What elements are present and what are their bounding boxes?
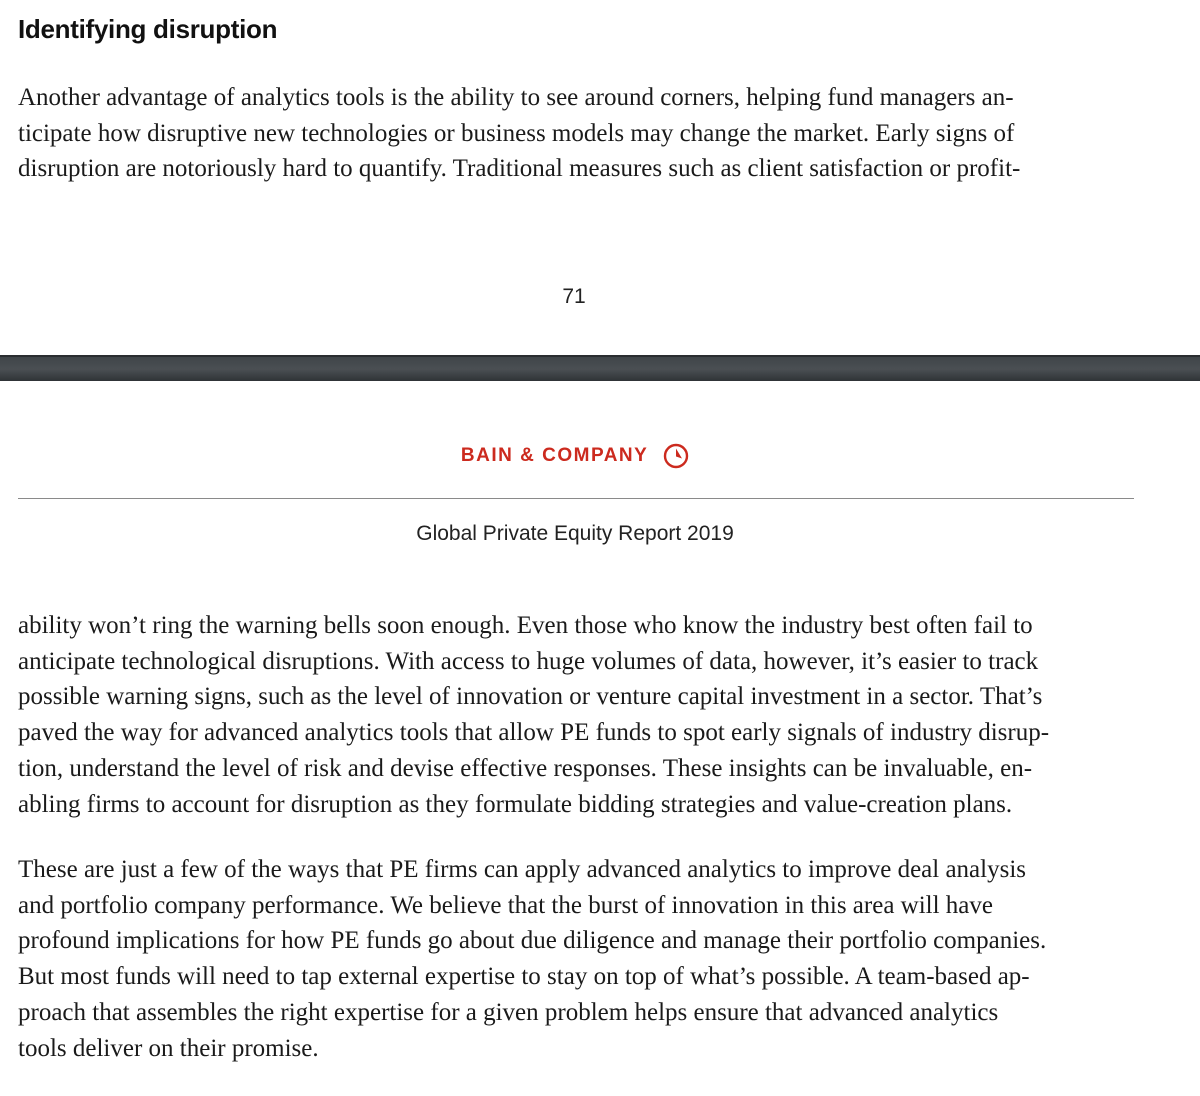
- text-line: tion, understand the level of risk and devise effective responses. These insights can be invaluable, en-: [18, 754, 1033, 782]
- bain-logo-icon: [663, 443, 689, 469]
- page-number: 71: [562, 285, 586, 308]
- report-title: Global Private Equity Report 2019: [416, 522, 734, 545]
- page-separator: [0, 355, 1200, 381]
- text-line: possible warning signs, such as the level of innovation or venture capital investment in a sector. That’s: [18, 683, 1043, 711]
- header-divider: [18, 498, 1134, 499]
- text-line: paved the way for advanced analytics tools that allow PE funds to spot early signals of industry disrup-: [18, 719, 1050, 747]
- text-line: Another advantage of analytics tools is the ability to see around corners, helping fund managers an-: [18, 84, 1014, 111]
- brand-header: [0, 443, 1150, 469]
- text-line: tools deliver on their promise.: [18, 1034, 319, 1062]
- text-line: ticipate how disruptive new technologies or business models may change the market. Early signs of: [18, 119, 1015, 147]
- text-line: disruption are notoriously hard to quantify. Traditional measures such as client satisfaction or profit-: [18, 155, 1021, 183]
- text-line: and portfolio company performance. We believe that the burst of innovation in this area will have: [18, 891, 993, 919]
- body-paragraph-top: [18, 80, 1020, 187]
- text-line: But most funds will need to tap external expertise to stay on top of what’s possible. A team-based ap-: [18, 963, 1030, 991]
- body-paragraph-continued: [18, 608, 1049, 822]
- text-line: These are just a few of the ways that PE firms can apply advanced analytics to improve deal analysis: [18, 856, 1026, 883]
- text-line: ability won’t ring the warning bells soon enough. Even those who know the industry best often fail to: [18, 612, 1033, 639]
- brand-name: BAIN & COMPANY: [460, 445, 649, 466]
- text-line: proach that assembles the right expertise for a given problem helps ensure that advanced analytics: [18, 998, 999, 1026]
- section-heading: Identifying disruption: [18, 14, 278, 44]
- text-line: profound implications for how PE funds go about due diligence and manage their portfolio companies.: [18, 927, 1047, 955]
- text-line: anticipate technological disruptions. With access to huge volumes of data, however, it’s easier to track: [18, 647, 1039, 675]
- upper-page: [0, 0, 1200, 356]
- text-line: abling firms to account for disruption as they formulate bidding strategies and value-creation plans.: [18, 790, 1013, 818]
- body-paragraph-conclusion: [18, 852, 1046, 1066]
